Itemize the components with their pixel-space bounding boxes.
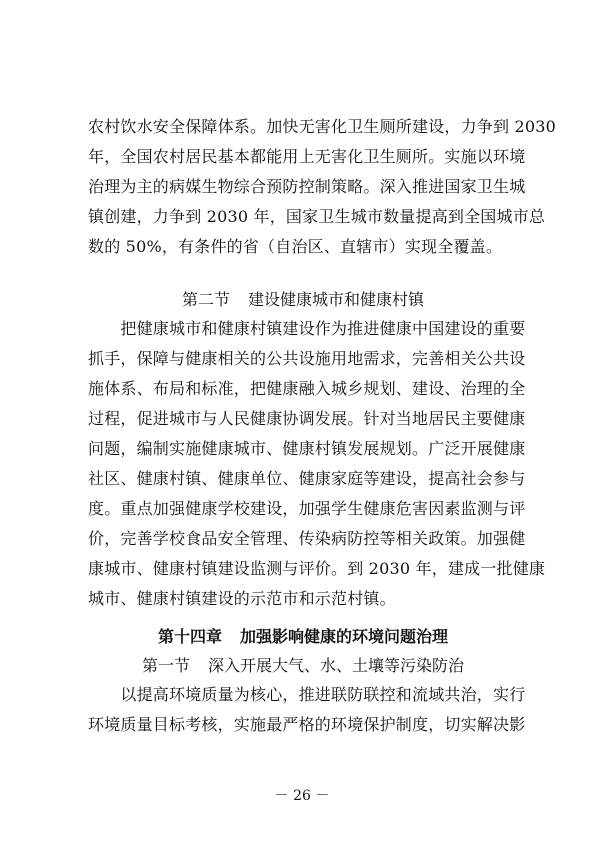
text-line: 城市、健康村镇建设的示范市和示范村镇。 (88, 589, 396, 608)
chapter-number: 第十四章 (157, 627, 222, 646)
text-line: 年，全国农村居民基本都能用上无害化卫生厕所。实施以环境 (88, 147, 526, 166)
chapter-title: 加强影响健康的环境问题治理 (240, 627, 449, 646)
text-line: 抓手，保障与健康相关的公共设施用地需求，完善相关公共设 (88, 349, 526, 368)
text-line: 镇创建，力争到 2030 年，国家卫生城市数量提高到全国城市总 (88, 207, 546, 226)
text-line: 施体系、布局和标准，把健康融入城乡规划、建设、治理的全 (88, 379, 526, 398)
section-heading-healthy-cities (88, 285, 518, 315)
section-heading-pollution (88, 651, 518, 681)
text-line: 把健康城市和健康村镇建设作为推进健康中国建设的重要 (88, 319, 526, 338)
text-line: 问题，编制实施健康城市、健康村镇发展规划。广泛开展健康 (88, 439, 526, 458)
paragraph-healthy-cities (88, 314, 546, 614)
paragraph-rural-sanitation (88, 112, 557, 262)
paragraph-environment-quality (88, 680, 526, 740)
text-line: 康城市、健康村镇建设监测与评价。到 2030 年，建成一批健康 (88, 559, 546, 578)
text-line: 度。重点加强健康学校建设，加强学生健康危害因素监测与评 (88, 499, 526, 518)
text-line: 环境质量目标考核，实施最严格的环境保护制度，切实解决影 (88, 715, 526, 734)
text-line: 价，完善学校食品安全管理、传染病防控等相关政策。加强健 (88, 529, 526, 548)
section-number: 第二节 (181, 290, 230, 309)
section-title: 建设健康城市和健康村镇 (248, 290, 425, 309)
section-title: 深入开展大气、水、土壤等污染防治 (208, 656, 465, 675)
text-line: 农村饮水安全保障体系。加快无害化卫生厕所建设，力争到 2030 (88, 117, 557, 136)
chapter-heading (88, 622, 518, 652)
text-line: 过程，促进城市与人民健康协调发展。针对当地居民主要健康 (88, 409, 526, 428)
section-number: 第一节 (141, 656, 190, 675)
text-line: 数的 50%，有条件的省（自治区、直辖市）实现全覆盖。 (88, 237, 503, 256)
text-line: 治理为主的病媒生物综合预防控制策略。深入推进国家卫生城 (88, 177, 526, 196)
text-line: 以提高环境质量为核心，推进联防联控和流域共治，实行 (88, 685, 526, 704)
text-line: 社区、健康村镇、健康单位、健康家庭等建设，提高社会参与 (88, 469, 526, 488)
page-number: － 26 － (274, 788, 330, 804)
